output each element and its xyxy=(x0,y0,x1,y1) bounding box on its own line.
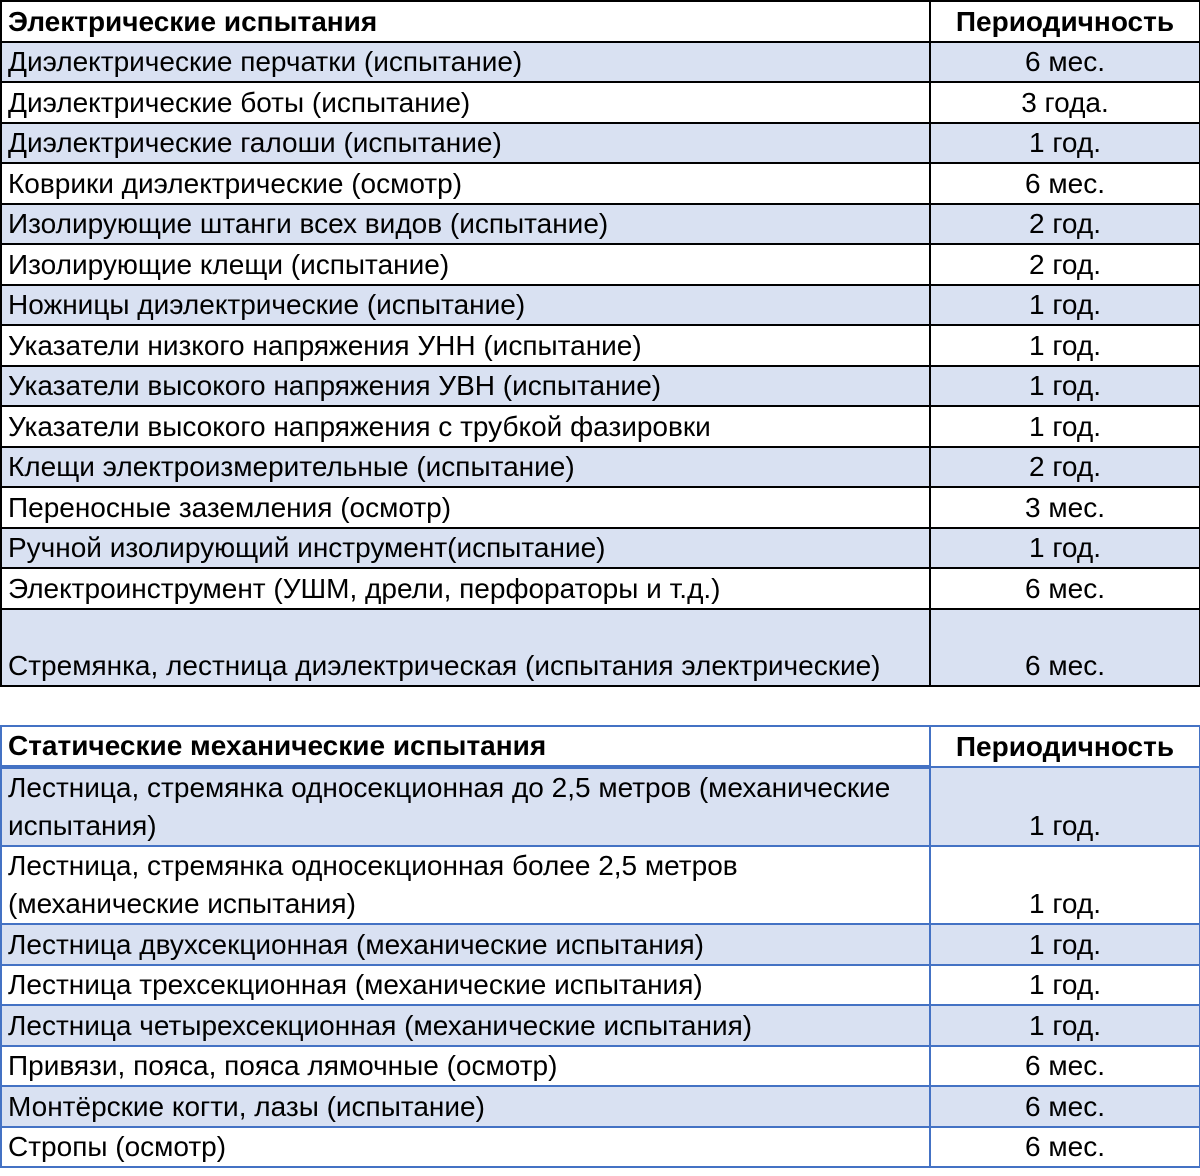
table-row xyxy=(1,82,1200,123)
item-period: 1 год. xyxy=(930,924,1200,965)
table-row xyxy=(1,846,1200,924)
table-header-row xyxy=(1,726,1200,768)
item-period: 1 год. xyxy=(930,285,1200,326)
item-name: Монтёрские когти, лазы (испытание) xyxy=(1,1086,930,1127)
item-period: 6 мес. xyxy=(930,609,1200,686)
item-name: Лестница, стремянка односекционная более 2,5 метров (механические испытания) xyxy=(1,846,930,924)
table-row xyxy=(1,366,1200,407)
item-period: 6 мес. xyxy=(930,1086,1200,1127)
item-period: 6 мес. xyxy=(930,42,1200,83)
table-row xyxy=(1,528,1200,569)
item-name: Изолирующие штанги всех видов (испытание) xyxy=(1,204,930,245)
item-name: Указатели высокого напряжения с трубкой фазировки xyxy=(1,406,930,447)
item-period: 1 год. xyxy=(930,325,1200,366)
table-row xyxy=(1,204,1200,245)
item-period: 1 год. xyxy=(930,123,1200,164)
item-name: Лестница четырехсекционная (механические испытания) xyxy=(1,1005,930,1046)
item-period: 6 мес. xyxy=(930,568,1200,609)
item-name: Лестница двухсекционная (механические испытания) xyxy=(1,924,930,965)
item-name: Лестница, стремянка односекционная до 2,5 метров (механические испытания) xyxy=(1,767,930,846)
item-period: 6 мес. xyxy=(930,1046,1200,1087)
mechanical-tests-table xyxy=(0,725,1200,1169)
item-name: Диэлектрические боты (испытание) xyxy=(1,82,930,123)
item-period: 3 мес. xyxy=(930,487,1200,528)
item-period: 1 год. xyxy=(930,965,1200,1006)
item-period: 2 год. xyxy=(930,204,1200,245)
item-period: 6 мес. xyxy=(930,163,1200,204)
table-row xyxy=(1,965,1200,1006)
table-row xyxy=(1,163,1200,204)
header-period: Периодичность xyxy=(930,726,1200,768)
item-period: 1 год. xyxy=(930,846,1200,924)
table-row xyxy=(1,244,1200,285)
table-row xyxy=(1,123,1200,164)
table-header-row xyxy=(1,1,1200,42)
item-name: Указатели высокого напряжения УВН (испытание) xyxy=(1,366,930,407)
table-row xyxy=(1,924,1200,965)
item-name: Переносные заземления (осмотр) xyxy=(1,487,930,528)
item-period: 1 год. xyxy=(930,366,1200,407)
item-name: Изолирующие клещи (испытание) xyxy=(1,244,930,285)
table-row xyxy=(1,1086,1200,1127)
table-row xyxy=(1,767,1200,846)
item-name: Привязи, пояса, пояса лямочные (осмотр) xyxy=(1,1046,930,1087)
item-name: Диэлектрические перчатки (испытание) xyxy=(1,42,930,83)
header-name: Электрические испытания xyxy=(1,1,930,42)
item-name: Лестница трехсекционная (механические испытания) xyxy=(1,965,930,1006)
item-period: 6 мес. xyxy=(930,1127,1200,1168)
table-row xyxy=(1,325,1200,366)
header-name: Статические механические испытания xyxy=(1,726,930,768)
table-row xyxy=(1,406,1200,447)
item-period: 1 год. xyxy=(930,767,1200,846)
table-row xyxy=(1,42,1200,83)
table-row xyxy=(1,1046,1200,1087)
item-period: 1 год. xyxy=(930,1005,1200,1046)
item-name: Клещи электроизмерительные (испытание) xyxy=(1,447,930,488)
table-row xyxy=(1,1005,1200,1046)
header-period: Периодичность xyxy=(930,1,1200,42)
table-row xyxy=(1,1127,1200,1168)
table-row xyxy=(1,447,1200,488)
table-row xyxy=(1,487,1200,528)
item-period: 3 года. xyxy=(930,82,1200,123)
item-period: 2 год. xyxy=(930,244,1200,285)
table-row xyxy=(1,285,1200,326)
item-period: 1 год. xyxy=(930,406,1200,447)
item-name: Коврики диэлектрические (осмотр) xyxy=(1,163,930,204)
item-name: Стремянка, лестница диэлектрическая (испытания электрические) xyxy=(1,609,930,686)
item-name: Ручной изолирующий инструмент(испытание) xyxy=(1,528,930,569)
item-period: 1 год. xyxy=(930,528,1200,569)
item-period: 2 год. xyxy=(930,447,1200,488)
item-name: Ножницы диэлектрические (испытание) xyxy=(1,285,930,326)
table-row xyxy=(1,568,1200,609)
item-name: Стропы (осмотр) xyxy=(1,1127,930,1168)
item-name: Электроинструмент (УШМ, дрели, перфораторы и т.д.) xyxy=(1,568,930,609)
item-name: Диэлектрические галоши (испытание) xyxy=(1,123,930,164)
table-row xyxy=(1,609,1200,686)
item-name: Указатели низкого напряжения УНН (испытание) xyxy=(1,325,930,366)
